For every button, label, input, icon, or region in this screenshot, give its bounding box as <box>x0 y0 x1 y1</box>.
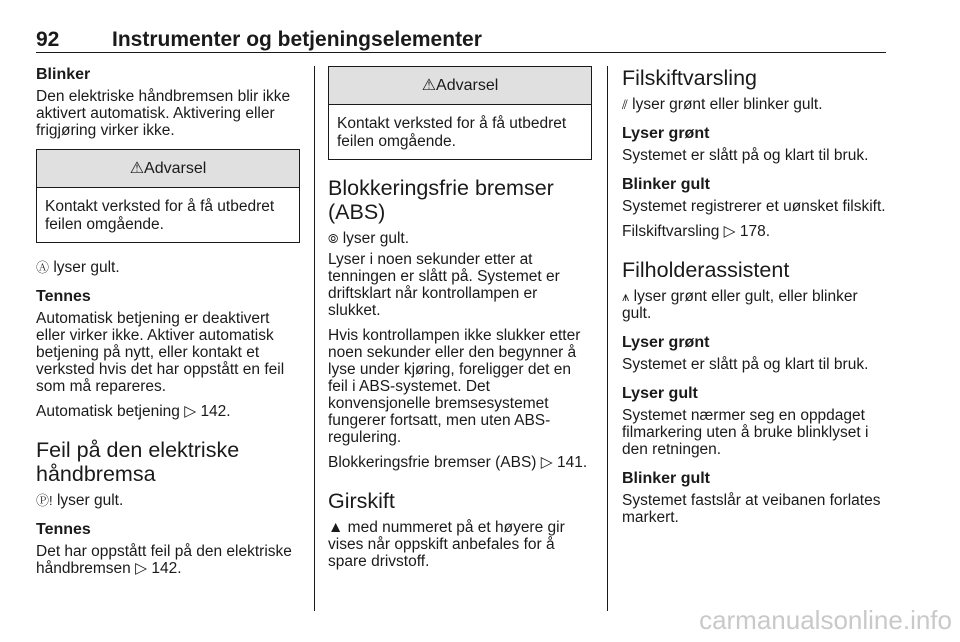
page-reference <box>622 223 888 240</box>
indicator-line <box>328 230 592 247</box>
page-reference-arrow-icon: ▷ <box>184 403 197 420</box>
warning-box <box>36 149 300 243</box>
page-reference-arrow-icon: ▷ <box>135 560 148 577</box>
section-heading: Tennes <box>36 288 91 305</box>
paragraph-text: Det har oppstått feil på den elektriske håndbremsen <box>36 543 292 577</box>
paragraph <box>328 519 592 570</box>
warning-box <box>328 66 592 160</box>
page-title: Instrumenter og betjeningselementer <box>112 28 482 51</box>
page-header <box>36 24 886 53</box>
section-title: Feil på den elektriske håndbremsa <box>36 438 240 486</box>
page-reference <box>36 403 300 420</box>
section-heading: Lyser grønt <box>622 125 710 142</box>
page-reference <box>328 454 592 471</box>
indicator-line <box>622 96 888 113</box>
reference-page: 141. <box>557 454 588 471</box>
page-reference-arrow-icon: ▷ <box>540 454 553 471</box>
section-title: Blokkeringsfrie bremser (ABS) <box>328 176 554 224</box>
paragraph-text: med nummeret på et høyere gir vises når oppskift anbefales for å spare drivstoff. <box>328 519 565 570</box>
indicator-line <box>622 288 888 322</box>
paragraph <box>36 543 300 577</box>
indicator-line <box>36 492 300 509</box>
indicator-text: lyser gult. <box>56 492 124 509</box>
paragraph: Den elektriske håndbremsen blir ikke aktivert automatisk. Aktivering eller frigjøring virker ikke. <box>36 88 291 139</box>
reference-text: Automatisk betjening <box>36 403 180 420</box>
column-middle <box>328 66 592 578</box>
page-number: 92 <box>36 28 60 51</box>
paragraph: Hvis kontrollampen ikke slukker etter noen sekunder eller den begynner å lyse under kjøring, foreligger det en feil i ABS-systemet. Det konvensjonelle bremsesystemet fungerer fortsatt, men uten ABS-regulering. <box>328 327 581 446</box>
warning-triangle-icon: ⚠ <box>421 77 437 94</box>
column-left <box>36 66 300 585</box>
indicator-text: lyser grønt eller blinker gult. <box>632 96 823 113</box>
lane-departure-icon: ⫽ <box>622 97 628 112</box>
abs-icon: ⦾ <box>328 231 339 246</box>
warning-header <box>37 150 299 188</box>
lane-keep-icon: ⩚ <box>622 289 630 304</box>
paragraph: Systemet nærmer seg en oppdaget filmarkering uten å bruke blinklyset i den retningen. <box>622 407 869 458</box>
paragraph: Systemet er slått på og klart til bruk. <box>622 147 869 164</box>
upshift-arrow-icon: ▲ <box>328 519 344 536</box>
paragraph: Lyser i noen sekunder etter at tenningen er slått på. Systemet er driftsklart når kontrollampen er slukket. <box>328 251 560 319</box>
warning-title: Advarsel <box>436 77 499 94</box>
reference-text: Blokkeringsfrie bremser (ABS) <box>328 454 537 471</box>
indicator-text: lyser gult. <box>342 230 410 247</box>
parking-brake-fault-icon: Ⓟ! <box>36 493 53 508</box>
reference-page: 178. <box>739 223 771 240</box>
section-title: Girskift <box>328 489 395 513</box>
reference-page: 142. <box>200 403 231 420</box>
section-title: Filskiftvarsling <box>622 66 757 90</box>
reference-page: 142. <box>151 560 182 577</box>
section-heading: Lyser grønt <box>622 334 710 351</box>
section-heading: Blinker gult <box>622 470 711 487</box>
autohold-icon: Ⓐ <box>36 260 50 275</box>
paragraph: Systemet er slått på og klart til bruk. <box>622 356 869 373</box>
watermark: carmanualsonline.info <box>699 605 952 635</box>
section-heading: Lyser gult <box>622 385 698 402</box>
column-right <box>622 66 888 534</box>
warning-text: Kontakt verksted for å få utbedret feilen omgående. <box>337 115 567 150</box>
paragraph: Systemet fastslår at veibanen forlates markert. <box>622 492 881 526</box>
column-divider <box>314 66 315 611</box>
warning-text: Kontakt verksted for å få utbedret feilen omgående. <box>45 198 275 233</box>
paragraph: Systemet registrerer et uønsket filskift. <box>622 198 886 215</box>
paragraph: Automatisk betjening er deaktivert eller virker ikke. Aktiver automatisk betjening på nytt, eller kontakt et verksted hvis det har oppstått en feil som må repareres. <box>36 310 285 395</box>
indicator-line <box>36 259 300 276</box>
warning-triangle-icon: ⚠ <box>129 160 145 177</box>
section-heading: Blinker <box>36 66 91 83</box>
indicator-text: lyser gult. <box>53 259 120 276</box>
section-title: Filholderassistent <box>622 258 790 282</box>
warning-title: Advarsel <box>144 160 207 177</box>
page-reference-arrow-icon: ▷ <box>723 223 736 240</box>
reference-text: Filskiftvarsling <box>622 223 720 240</box>
warning-header <box>329 67 591 105</box>
section-heading: Blinker gult <box>622 176 711 193</box>
section-heading: Tennes <box>36 521 91 538</box>
indicator-text: lyser grønt eller gult, eller blinker gult. <box>622 288 858 322</box>
column-divider <box>607 66 608 611</box>
